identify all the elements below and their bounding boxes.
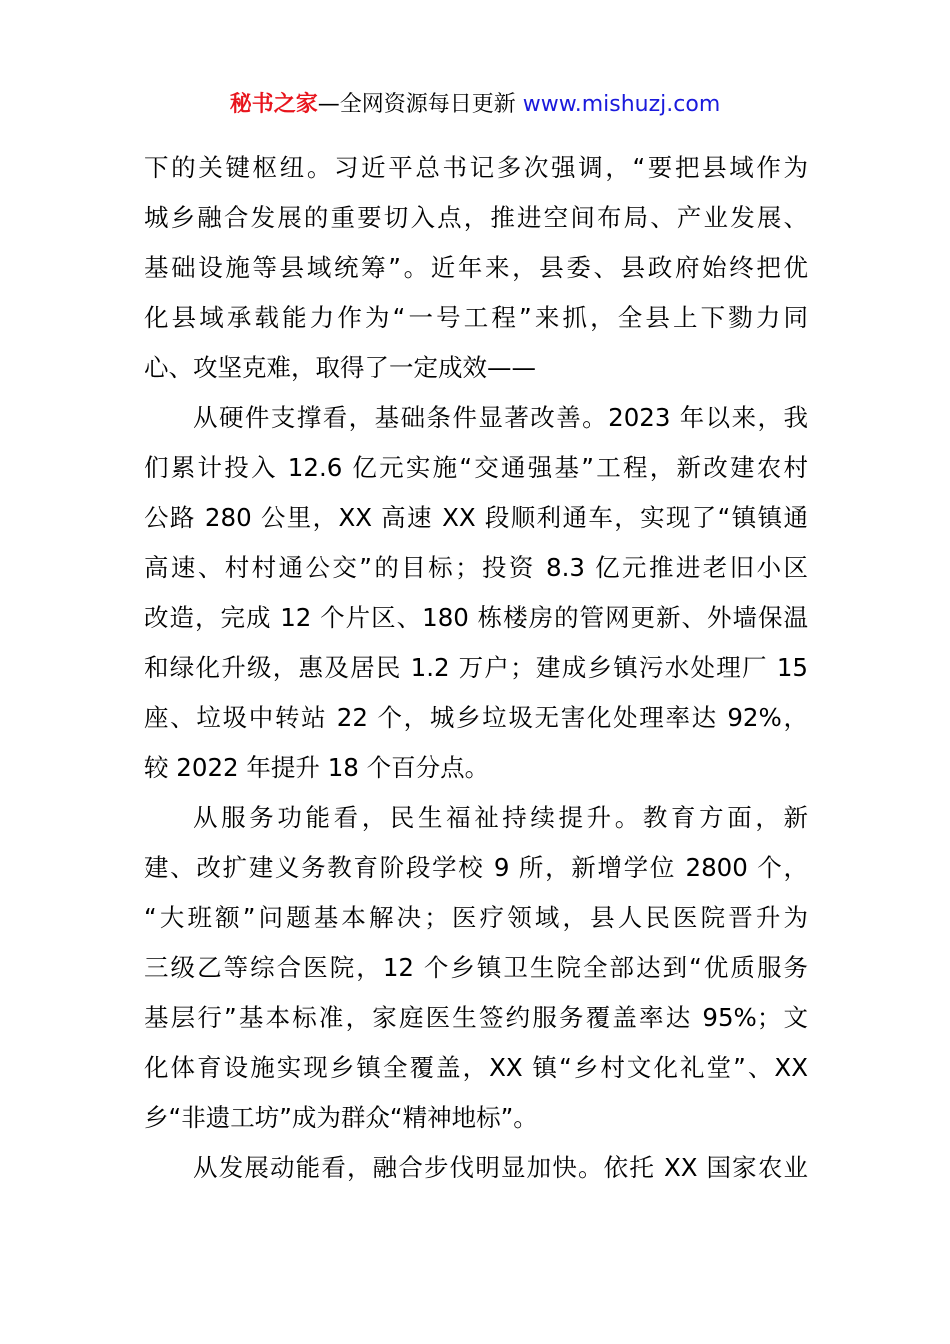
text-line: 下的关键枢纽。习近平总书记多次强调，“要把县域作为 [144,153,808,182]
text-line: 城乡融合发展的重要切入点，推进空间布局、产业发展、 [144,203,808,232]
text-line: 座、垃圾中转站 22 个，城乡垃圾无害化处理率达 92%， [144,703,808,732]
text-line: 乡“非遗工坊”成为群众“精神地标”。 [144,1103,538,1132]
text-line: 基础设施等县域统筹”。近年来，县委、县政府始终把优 [144,253,808,282]
text-line: 基层行”基本标准，家庭医生签约服务覆盖率达 95%；文 [144,1003,808,1032]
text-line: 改造，完成 12 个片区、180 栋楼房的管网更新、外墙保温 [144,603,808,632]
text-line: 三级乙等综合医院，12 个乡镇卫生院全部达到“优质服务 [144,953,808,982]
text-line: 化县域承载能力作为“一号工程”来抓，全县上下勠力同 [144,303,808,332]
text-line: 较 2022 年提升 18 个百分点。 [144,753,490,782]
text-line: 化体育设施实现乡镇全覆盖，XX 镇“乡村文化礼堂”、XX [144,1053,808,1082]
paragraph-first-line: 从服务功能看，民生福祉持续提升。教育方面，新 [193,803,808,832]
text-line: 高速、村村通公交”的目标；投资 8.3 亿元推进老旧小区 [144,553,808,582]
text-line: 心、攻坚克难，取得了一定成效—— [144,353,536,382]
page-header [0,88,950,122]
text-line: 公路 280 公里，XX 高速 XX 段顺利通车，实现了“镇镇通 [144,503,808,532]
site-url-link[interactable]: www.mishuzj.com [522,92,721,117]
brand-name: 秘书之家 [229,92,318,117]
header-tagline: —全网资源每日更新 [317,92,523,117]
paragraph-first-line: 从发展动能看，融合步伐明显加快。依托 XX 国家农业 [193,1153,808,1182]
document-body [144,143,808,1193]
text-line: 和绿化升级，惠及居民 1.2 万户；建成乡镇污水处理厂 15 [144,653,808,682]
paragraph-first-line: 从硬件支撑看，基础条件显著改善。2023 年以来，我 [193,403,808,432]
text-line: “大班额”问题基本解决；医疗领域，县人民医院晋升为 [144,903,808,932]
text-line: 们累计投入 12.6 亿元实施“交通强基”工程，新改建农村 [144,453,808,482]
text-line: 建、改扩建义务教育阶段学校 9 所，新增学位 2800 个， [144,853,808,882]
